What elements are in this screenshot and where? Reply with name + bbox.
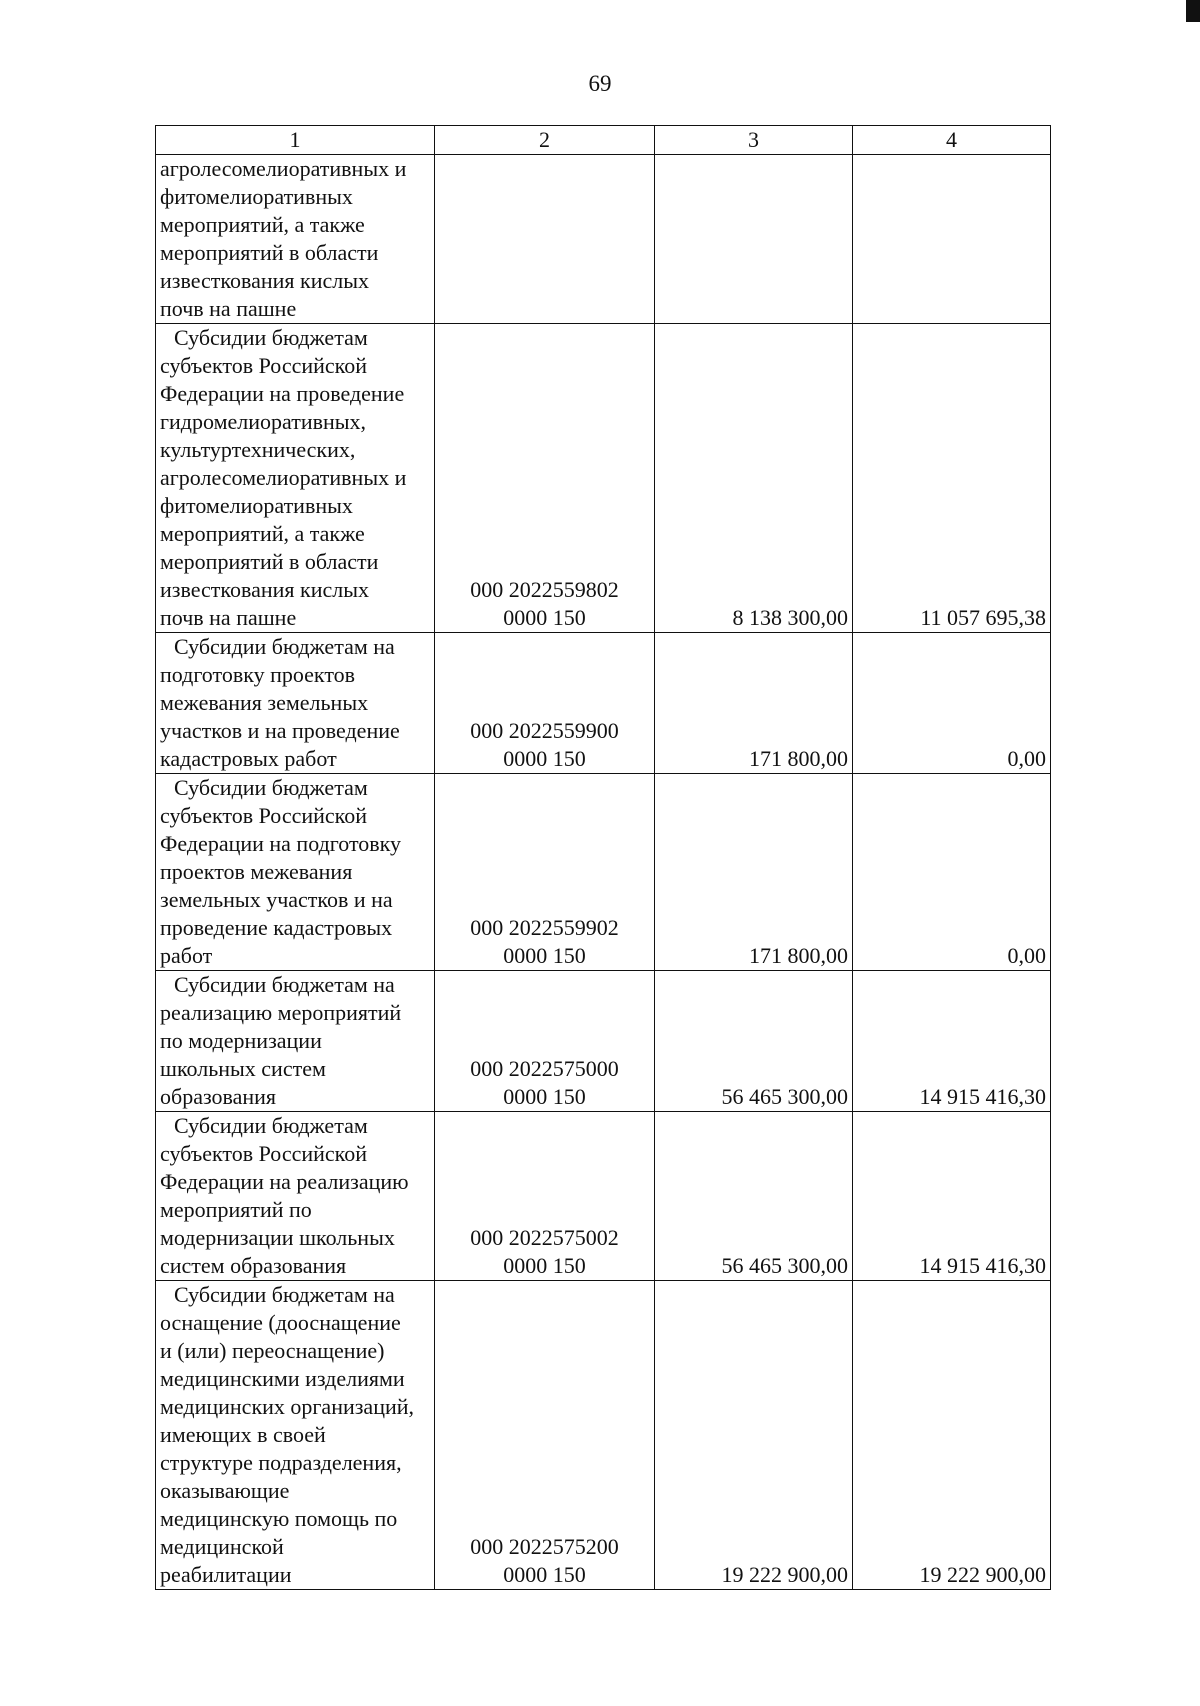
description-line: гидромелиоративных,	[160, 409, 367, 434]
description-line: кадастровых работ	[160, 746, 337, 771]
description-line: оказывающие	[160, 1478, 290, 1503]
description-line: Федерации на реализацию	[160, 1169, 409, 1194]
table-row	[156, 633, 1051, 774]
description-line: структуре подразделения,	[160, 1450, 402, 1475]
description-line: медицинскую помощь по	[160, 1506, 398, 1531]
row-description	[156, 324, 435, 633]
description-line: образования	[160, 1084, 277, 1109]
description-line: мероприятий по	[160, 1197, 312, 1222]
code-line: 0000 150	[503, 1084, 586, 1109]
row-value-col4: 14 915 416,30	[853, 1112, 1051, 1281]
code-line: 0000 150	[503, 1562, 586, 1587]
table-row	[156, 324, 1051, 633]
row-code	[435, 633, 655, 774]
row-value-col4: 19 222 900,00	[853, 1281, 1051, 1590]
description-line: субъектов Российской	[160, 803, 368, 828]
table-body	[156, 155, 1051, 1590]
description-line: Субсидии бюджетам	[174, 325, 368, 350]
row-value-col3: 171 800,00	[655, 633, 853, 774]
row-code	[435, 1112, 655, 1281]
row-value-col3: 56 465 300,00	[655, 971, 853, 1112]
table-row	[156, 1112, 1051, 1281]
row-value-col4: 0,00	[853, 633, 1051, 774]
row-value-col3: 171 800,00	[655, 774, 853, 971]
description-line: субъектов Российской	[160, 353, 368, 378]
column-header-1: 1	[156, 126, 435, 155]
description-line: медицинскими изделиями	[160, 1366, 405, 1391]
row-description	[156, 633, 435, 774]
description-line: модернизации школьных	[160, 1225, 395, 1250]
row-description	[156, 1112, 435, 1281]
description-line: оснащение (дооснащение	[160, 1310, 401, 1335]
code-line: 000 2022559902	[470, 915, 619, 940]
description-line: мероприятий, а также	[160, 212, 365, 237]
description-line: и (или) переоснащение)	[160, 1338, 385, 1363]
description-line: Субсидии бюджетам	[174, 1113, 368, 1138]
description-line: известкования кислых	[160, 268, 369, 293]
row-description	[156, 155, 435, 324]
row-value-col3: 56 465 300,00	[655, 1112, 853, 1281]
row-code	[435, 774, 655, 971]
row-value-col3: 8 138 300,00	[655, 324, 853, 633]
description-line: агролесомелиоративных и	[160, 465, 407, 490]
description-line: по модернизации	[160, 1028, 322, 1053]
description-line: мероприятий, а также	[160, 521, 365, 546]
code-line: 000 2022559900	[470, 718, 619, 743]
column-header-2: 2	[435, 126, 655, 155]
description-line: Федерации на подготовку	[160, 831, 402, 856]
row-code	[435, 971, 655, 1112]
description-line: систем образования	[160, 1253, 347, 1278]
description-line: подготовку проектов	[160, 662, 356, 687]
description-line: участков и на проведение	[160, 718, 400, 743]
description-line: Субсидии бюджетам на	[174, 1282, 395, 1307]
row-code	[435, 324, 655, 633]
description-line: мероприятий в области	[160, 549, 379, 574]
row-value-col4	[853, 155, 1051, 324]
row-value-col4: 11 057 695,38	[853, 324, 1051, 633]
table-row	[156, 971, 1051, 1112]
row-code	[435, 1281, 655, 1590]
table-header-row	[156, 126, 1051, 155]
budget-table	[155, 125, 1051, 1590]
description-line: Субсидии бюджетам на	[174, 634, 395, 659]
description-line: проведение кадастровых	[160, 915, 393, 940]
description-line: медицинских организаций,	[160, 1394, 415, 1419]
description-line: школьных систем	[160, 1056, 326, 1081]
row-description	[156, 971, 435, 1112]
page-number: 69	[588, 71, 612, 96]
description-line: земельных участков и на	[160, 887, 393, 912]
code-line: 000 2022575000	[470, 1056, 619, 1081]
description-line: Субсидии бюджетам на	[174, 972, 395, 997]
description-line: Федерации на проведение	[160, 381, 405, 406]
code-line: 0000 150	[503, 605, 586, 630]
row-description	[156, 1281, 435, 1590]
description-line: известкования кислых	[160, 577, 369, 602]
table-row	[156, 774, 1051, 971]
description-line: фитомелиоративных	[160, 184, 353, 209]
description-line: фитомелиоративных	[160, 493, 353, 518]
description-line: имеющих в своей	[160, 1422, 326, 1447]
code-line: 000 2022575002	[470, 1225, 619, 1250]
column-header-3: 3	[655, 126, 853, 155]
description-line: агролесомелиоративных и	[160, 156, 407, 181]
description-line: медицинской	[160, 1534, 284, 1559]
description-line: субъектов Российской	[160, 1141, 368, 1166]
table-row	[156, 155, 1051, 324]
description-line: культуртехнических,	[160, 437, 356, 462]
scan-corner-mark	[1186, 0, 1200, 22]
code-line: 000 2022575200	[470, 1534, 619, 1559]
code-line: 000 2022559802	[470, 577, 619, 602]
description-line: почв на пашне	[160, 605, 297, 630]
description-line: почв на пашне	[160, 296, 297, 321]
row-value-col4: 14 915 416,30	[853, 971, 1051, 1112]
code-line: 0000 150	[503, 943, 586, 968]
code-line: 0000 150	[503, 1253, 586, 1278]
row-code	[435, 155, 655, 324]
description-line: реабилитации	[160, 1562, 292, 1587]
row-value-col3: 19 222 900,00	[655, 1281, 853, 1590]
column-header-4: 4	[853, 126, 1051, 155]
table-row	[156, 1281, 1051, 1590]
description-line: Субсидии бюджетам	[174, 775, 368, 800]
row-description	[156, 774, 435, 971]
description-line: проектов межевания	[160, 859, 353, 884]
description-line: реализацию мероприятий	[160, 1000, 402, 1025]
description-line: работ	[160, 943, 213, 968]
row-value-col3	[655, 155, 853, 324]
description-line: межевания земельных	[160, 690, 369, 715]
description-line: мероприятий в области	[160, 240, 379, 265]
code-line: 0000 150	[503, 746, 586, 771]
row-value-col4: 0,00	[853, 774, 1051, 971]
